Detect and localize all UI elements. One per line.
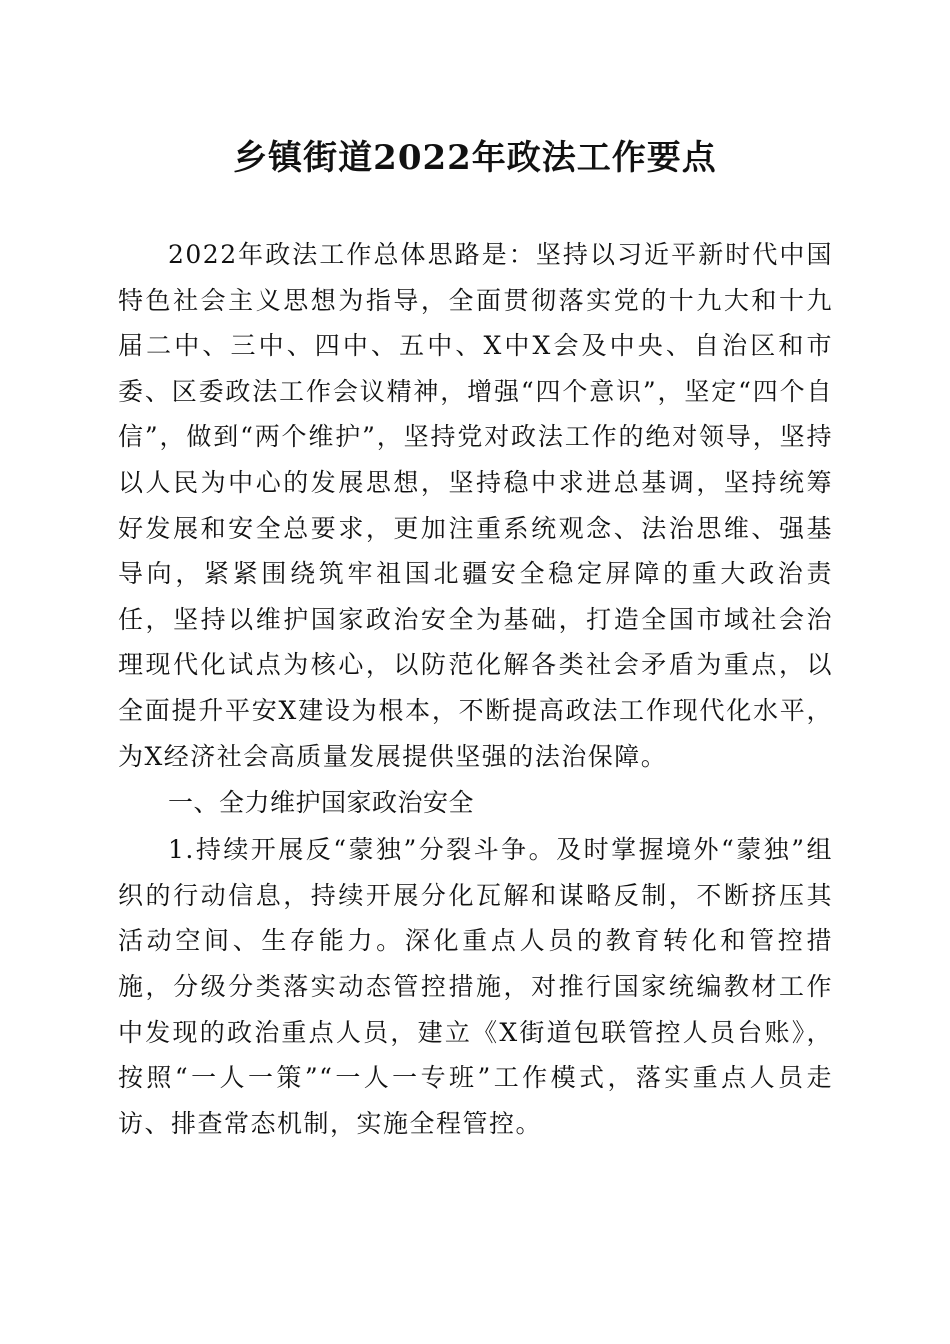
document-body <box>118 232 833 1146</box>
section-heading: 一、全力维护国家政治安全 <box>168 788 475 818</box>
intro-paragraph: 2022年政法工作总体思路是：坚持以习近平新时代中国特色社会主义思想为指导，全面贯彻落实党的十九大和十九届二中、三中、四中、五中、X中X会及中央、自治区和市委、区委政法工作会议精神，增强“四个意识”，坚定“四个自信”，做到“两个维护”，坚持党对政法工作的绝对领导，坚持以人民为中心的发展思想，坚持稳中求进总基调，坚持统筹好发展和安全总要求，更加注重系统观念、法治思维、强基导向，紧紧围绕筑牢祖国北疆安全稳定屏障的重大政治责任，坚持以维护国家政治安全为基础，打造全国市域社会治理现代化试点为核心，以防范化解各类社会矛盾为重点，以全面提升平安X建设为根本，不断提高政法工作现代化水平，为X经济社会高质量发展提供坚强的法治保障。 <box>118 240 833 771</box>
section-item-paragraph: 1.持续开展反“蒙独”分裂斗争。及时掌握境外“蒙独”组织的行动信息，持续开展分化瓦解和谋略反制，不断挤压其活动空间、生存能力。深化重点人员的教育转化和管控措施，分级分类落实动态管控措施，对推行国家统编教材工作中发现的政治重点人员，建立《X街道包联管控人员台账》，按照“一人一策”“一人一专班”工作模式，落实重点人员走访、排查常态机制，实施全程管控。 <box>118 835 833 1138</box>
document-title: 乡镇街道2022年政法工作要点 <box>233 138 717 178</box>
